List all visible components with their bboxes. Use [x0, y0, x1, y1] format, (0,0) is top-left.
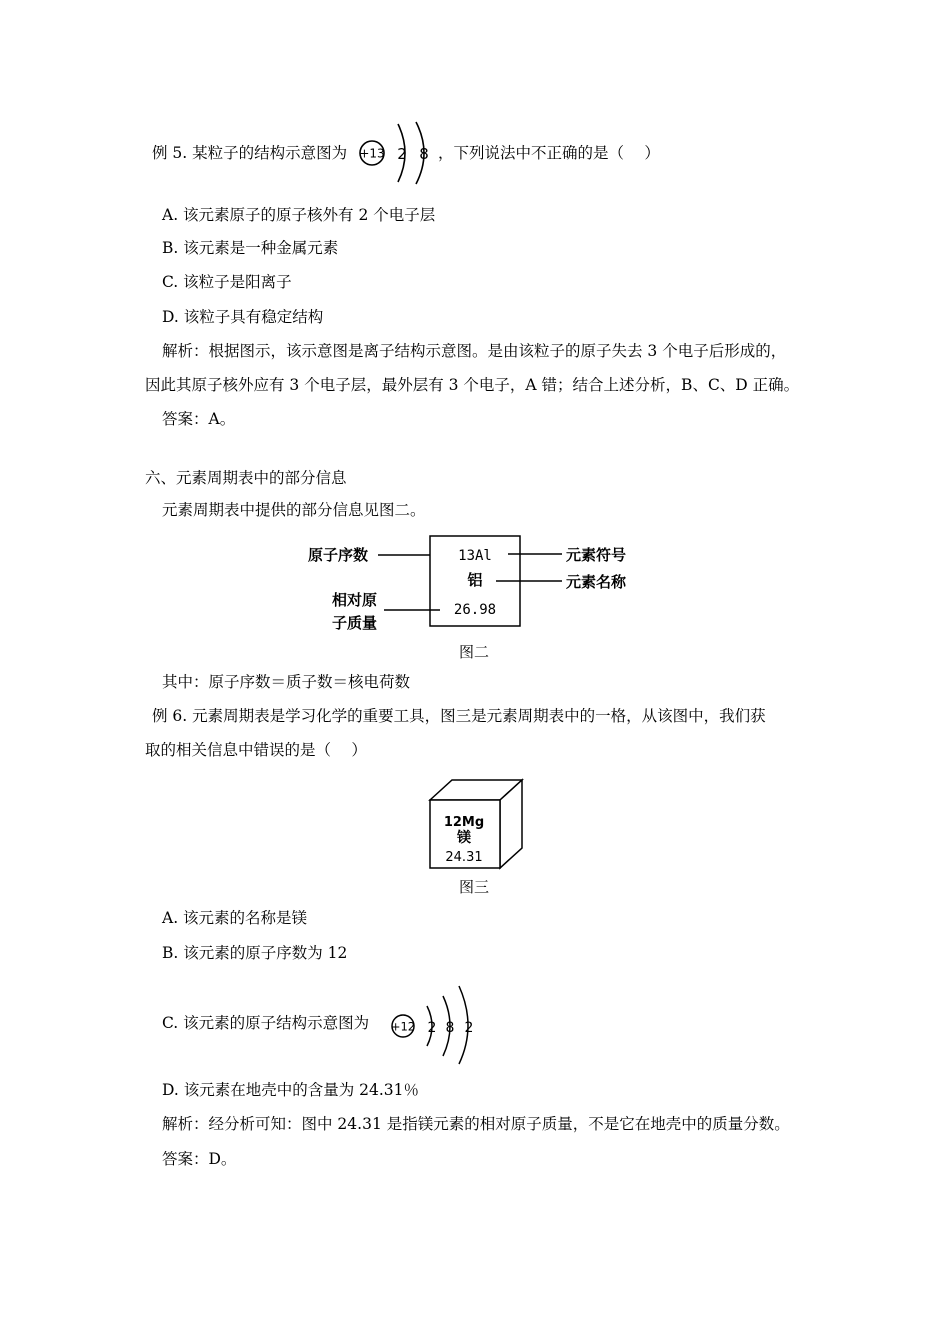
ex6-answer: 答案：D。: [162, 1150, 237, 1168]
ex5-analysis-line1: 解析：根据图示，该示意图是离子结构示意图。是由该粒子的原子失去 3 个电子后形成的，: [162, 342, 787, 360]
ex5-shell-2: 8: [419, 145, 429, 163]
ex5-answer: 答案：A。: [162, 410, 236, 428]
fig2-label-atomic-number: 原子序数: [308, 546, 369, 564]
fig2-cell-symbol: 13Al: [458, 548, 492, 564]
ex6-c-shell-2: 8: [445, 1020, 455, 1036]
ex6-stem-line2: 取的相关信息中错误的是（ ）: [145, 741, 367, 759]
ex6-option-d: D. 该元素在地壳中的含量为 24.31％: [162, 1081, 420, 1099]
ex6-option-b: B. 该元素的原子序数为 12: [162, 944, 348, 962]
figure-2-periodic-cell: [300, 530, 645, 640]
ex6-c-shell-1: 2: [427, 1020, 437, 1036]
fig2-label-mass-1: 相对原: [332, 591, 378, 609]
fig2-cell-mass: 26.98: [453, 602, 497, 618]
ex5-option-a: A. 该元素原子的原子核外有 2 个电子层: [162, 206, 436, 224]
ex6-stem-line1: 例 6. 元素周期表是学习化学的重要工具，图三是元素周期表中的一格，从该图中，我们获: [152, 707, 766, 725]
fig2-caption: 图二: [459, 643, 490, 661]
ex6-analysis: 解析：经分析可知：图中 24.31 是指镁元素的相对原子质量，不是它在地壳中的质量分数。: [162, 1115, 790, 1133]
fig3-caption: 图三: [459, 878, 490, 896]
fig2-cell-name: 铝: [467, 571, 483, 589]
fig3-name: 镁: [457, 830, 471, 846]
figure-3-cube-cell: [420, 776, 532, 872]
ex5-analysis-line2: 因此其原子核外应有 3 个电子层，最外层有 3 个电子，A 错；结合上述分析，B、C、D 正确。: [145, 376, 800, 394]
fig2-label-name: 元素名称: [566, 573, 627, 591]
ex6-c-nucleus: +12: [390, 1019, 416, 1034]
section6-heading: 六、元素周期表中的部分信息: [145, 469, 347, 487]
fig2-label-mass-2: 子质量: [332, 614, 378, 632]
ex5-stem-after: ，下列说法中不正确的是（ ）: [438, 144, 660, 162]
fig3-symbol: 12Mg: [443, 815, 485, 830]
ex6-c-shell-3: 2: [464, 1020, 474, 1036]
ex6-option-c-atomic-diagram: [389, 984, 481, 1066]
ex5-stem-before: 例 5. 某粒子的结构示意图为: [152, 144, 348, 162]
ex5-atomic-structure-diagram: [356, 118, 438, 188]
ex5-option-c: C. 该粒子是阳离子: [162, 273, 292, 291]
ex5-shell-1: 2: [397, 145, 407, 163]
ex6-option-c: C. 该元素的原子结构示意图为: [162, 1014, 370, 1032]
section6-note: 其中：原子序数＝质子数＝核电荷数: [162, 673, 411, 691]
fig3-mass: 24.31: [445, 850, 483, 865]
ex5-option-b: B. 该元素是一种金属元素: [162, 239, 339, 257]
section6-intro: 元素周期表中提供的部分信息见图二。: [162, 501, 426, 519]
ex5-option-d: D. 该粒子具有稳定结构: [162, 308, 324, 326]
ex5-nucleus-charge: +13: [359, 146, 385, 161]
fig2-label-symbol: 元素符号: [566, 546, 627, 564]
ex6-option-a: A. 该元素的名称是镁: [162, 909, 308, 927]
